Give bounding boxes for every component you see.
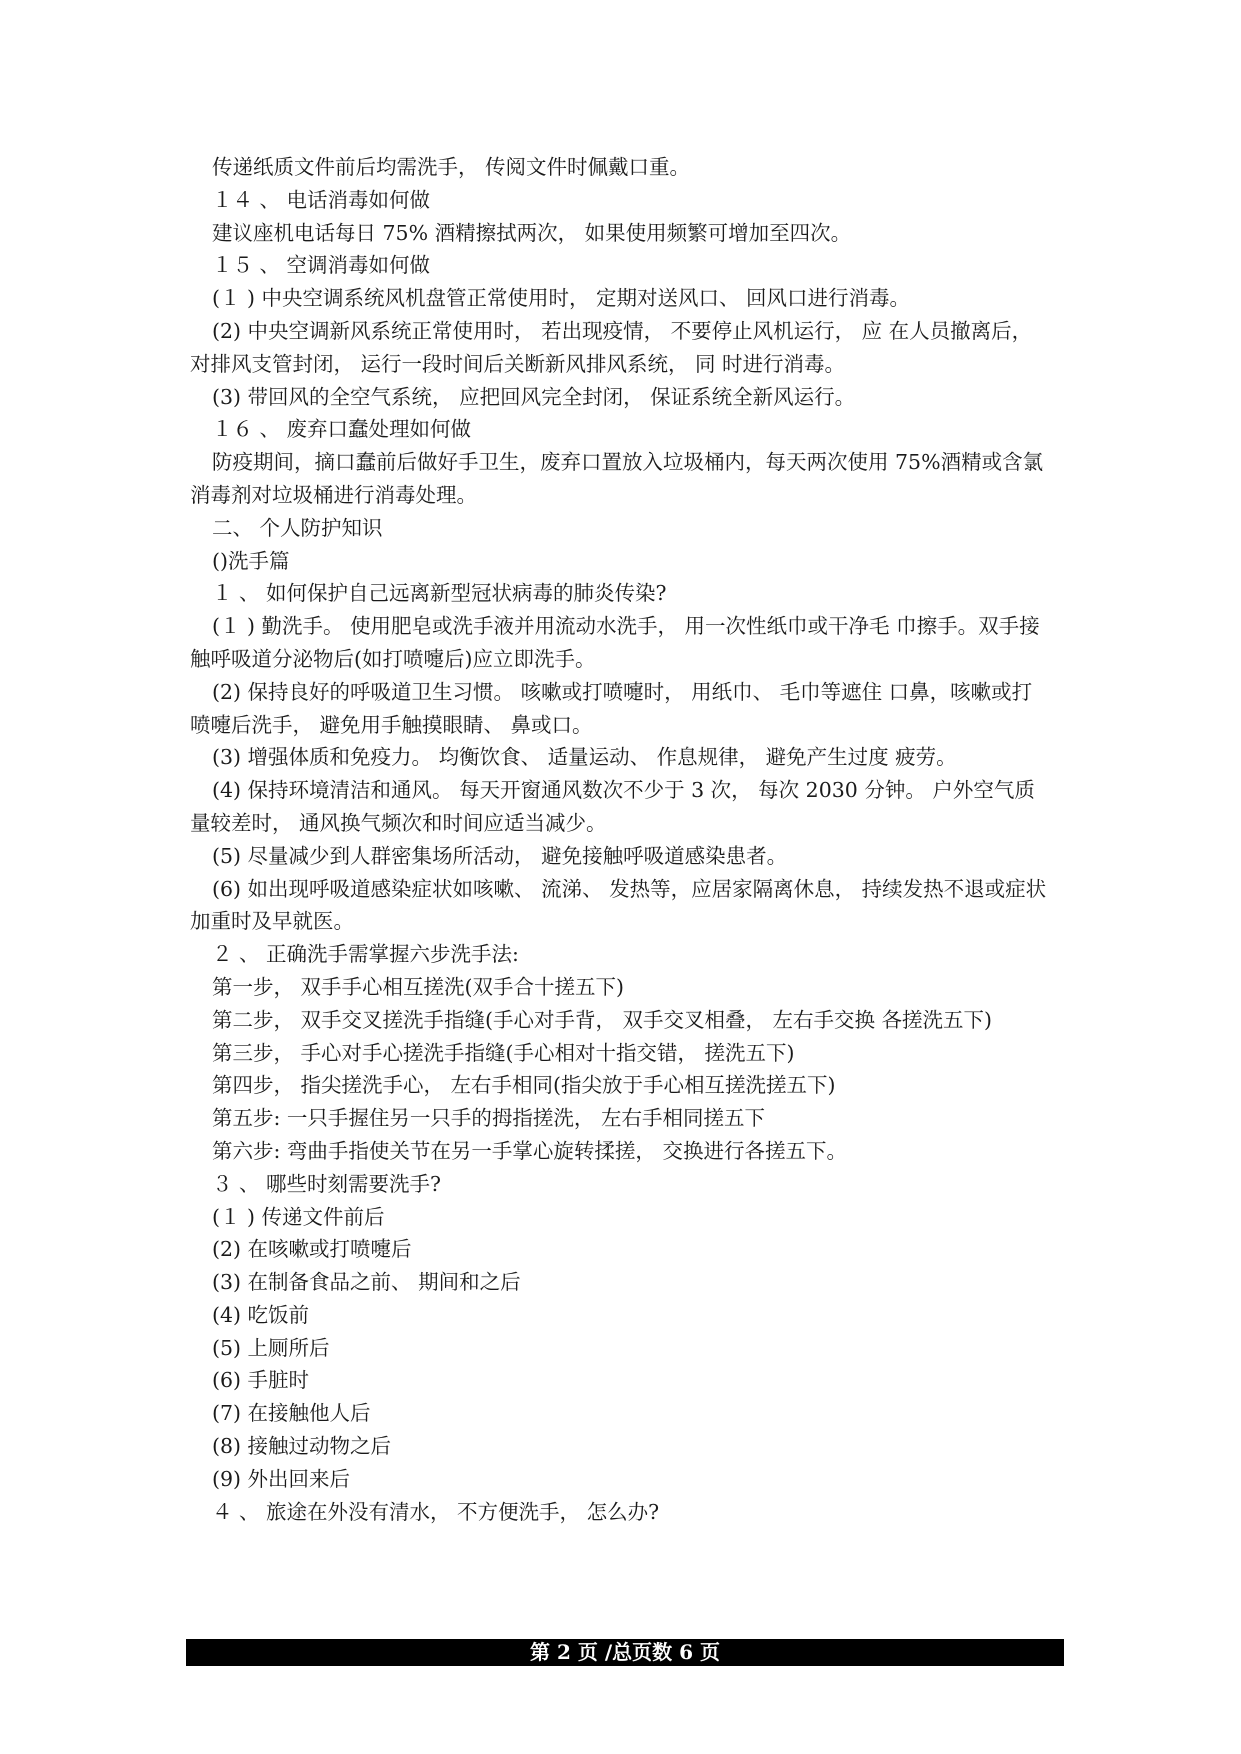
list-item: (１ ) 勤洗手。 使用肥皂或洗手液并用流动水洗手， 用一次性纸巾或干净毛 巾擦手。双手接 xyxy=(212,614,1040,639)
list-item: (3) 增强体质和免疫力。 均衡饮食、 适量运动、 作息规律， 避免产生过度 疲劳。 xyxy=(212,745,957,770)
paragraph-line: 传递纸质文件前后均需洗手， 传阅文件时佩戴口重。 xyxy=(212,155,691,179)
list-item: (6) 手脏时 xyxy=(212,1368,310,1393)
page-footer xyxy=(186,1639,1064,1666)
paragraph-line: 喷嚏后洗手， 避免用手触摸眼睛、 鼻或口。 xyxy=(190,712,593,737)
document-body xyxy=(190,151,1090,1528)
list-item: (3) 带回风的全空气系统， 应把回风完全封闭， 保证系统全新风运行。 xyxy=(212,384,856,409)
step-item: 第五步: 一只手握住另一只手的拇指搓洗， 左右手相同搓五下 xyxy=(212,1106,765,1131)
list-item: (１ ) 中央空调系统风机盘管正常使用时， 定期对送风口、 回风口进行消毒。 xyxy=(212,286,911,311)
paragraph-line: 建议座机电话每日 75% 酒精擦拭两次， 如果使用频繁可增加至四次。 xyxy=(212,220,852,245)
section-heading: ２ 、 正确洗手需掌握六步洗手法: xyxy=(212,942,519,967)
paragraph-line: 量较差时， 通风换气频次和时间应适当减少。 xyxy=(190,810,607,835)
page-number-label: 第 2 页 /总页数 6 页 xyxy=(530,1640,720,1664)
step-item: 第三步， 手心对手心搓洗手指缝(手心相对十指交错， 搓洗五下) xyxy=(212,1040,795,1065)
step-item: 第六步: 弯曲手指使关节在另一手掌心旋转揉搓， 交换进行各搓五下。 xyxy=(212,1138,847,1163)
list-item: (2) 中央空调新风系统正常使用时， 若出现疫情， 不要停止风机运行， 应 在人员撤离后， xyxy=(212,318,1033,343)
list-item: (8) 接触过动物之后 xyxy=(212,1434,392,1459)
list-item: (4) 吃饭前 xyxy=(212,1302,310,1327)
paragraph-line: 消毒剂对垃圾桶进行消毒处理。 xyxy=(190,482,477,507)
section-heading: １４ 、 电话消毒如何做 xyxy=(212,187,431,212)
list-item: (4) 保持环境清洁和通风。 每天开窗通风数次不少于 3 次， 每次 2030 分钟。 户外空气质 xyxy=(212,778,1035,803)
section-heading: ４ 、 旅途在外没有清水， 不方便洗手， 怎么办? xyxy=(212,1499,660,1524)
section-heading: １５ 、 空调消毒如何做 xyxy=(212,253,431,278)
section-heading: １６ 、 废弃口蠢处理如何做 xyxy=(212,417,472,442)
step-item: 第一步， 双手手心相互搓洗(双手合十搓五下) xyxy=(212,974,625,999)
step-item: 第四步， 指尖搓洗手心， 左右手相同(指尖放于手心相互搓洗搓五下) xyxy=(212,1073,836,1098)
subchapter-heading: ()洗手篇 xyxy=(212,548,290,573)
list-item: (9) 外出回来后 xyxy=(212,1466,351,1491)
list-item: (7) 在接触他人后 xyxy=(212,1401,371,1426)
list-item: (5) 尽量减少到人群密集场所活动， 避免接触呼吸道感染患者。 xyxy=(212,843,788,868)
list-item: (6) 如出现呼吸道感染症状如咳嗽、 流涕、 发热等，应居家隔离休息， 持续发热不退或症状 xyxy=(212,876,1047,901)
paragraph-line: 防疫期间，摘口蠢前后做好手卫生，废弃口置放入垃圾桶内，每天两次使用 75%酒精或含氯 xyxy=(212,450,1044,475)
section-heading: ３ 、 哪些时刻需要洗手? xyxy=(212,1171,442,1196)
section-heading: １ 、 如何保护自己远离新型冠状病毒的肺炎传染? xyxy=(212,581,667,606)
paragraph-line: 触呼吸道分泌物后(如打喷嚏后)应立即洗手。 xyxy=(190,646,596,671)
list-item: (１ ) 传递文件前后 xyxy=(212,1204,385,1229)
chapter-heading: 二、 个人防护知识 xyxy=(212,515,383,540)
step-item: 第二步， 双手交叉搓洗手指缝(手心对手背， 双手交叉相叠， 左右手交换 各搓洗五下) xyxy=(212,1007,993,1032)
paragraph-line: 对排风支管封闭， 运行一段时间后关断新风排风系统， 同 时进行消毒。 xyxy=(190,351,846,376)
list-item: (3) 在制备食品之前、 期间和之后 xyxy=(212,1270,521,1295)
list-item: (2) 保持良好的呼吸道卫生习惯。 咳嗽或打喷嚏时， 用纸巾、 毛巾等遮住 口鼻，咳嗽或打 xyxy=(212,679,1033,704)
list-item: (5) 上厕所后 xyxy=(212,1335,330,1360)
paragraph-line: 加重时及早就医。 xyxy=(190,909,354,934)
list-item: (2) 在咳嗽或打喷嚏后 xyxy=(212,1237,412,1262)
